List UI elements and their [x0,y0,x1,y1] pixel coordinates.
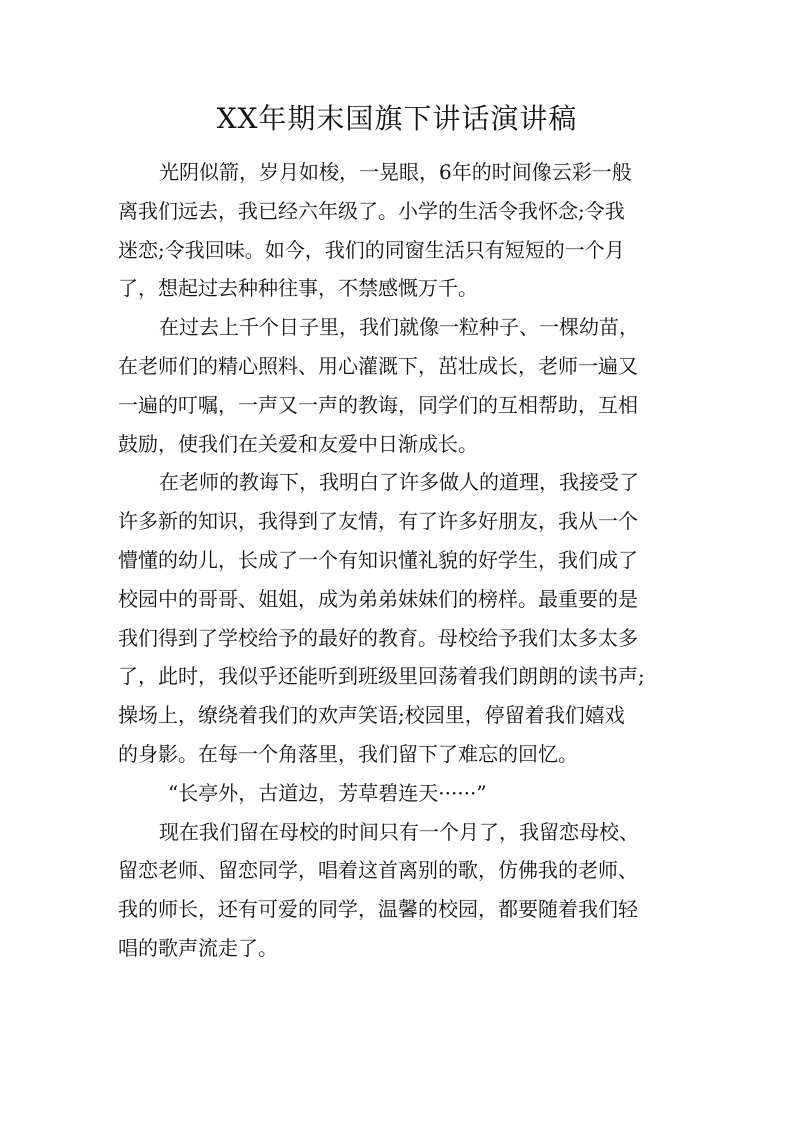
paragraph-3-line-7: 操场上，缭绕着我们的欢声笑语;校园里，停留着我们嬉戏 [118,703,625,728]
paragraph-4-line-2: 留恋老师、留恋同学，唱着这首离别的歌，仿佛我的老师、 [118,858,638,883]
paragraph-3-line-6: 了，此时，我似乎还能听到班级里回荡着我们朗朗的读书声; [118,664,645,689]
paragraph-1-line-4: 了，想起过去种种往事，不禁感慨万千。 [118,276,478,301]
paragraph-2-line-1: 在过去上千个日子里，我们就像一粒种子、一棵幼苗， [159,315,639,340]
paragraph-1-line-3: 迷恋;令我回味。如今，我们的同窗生活只有短短的一个月 [118,237,625,262]
document-title: XX年期末国旗下讲话演讲稿 [216,102,578,135]
paragraph-1-line-2: 离我们远去，我已经六年级了。小学的生活令我怀念;令我 [118,198,625,223]
paragraph-1-line-1: 光阴似箭，岁月如梭，一晃眼，6年的时间像云彩一般 [159,160,632,184]
quotation-line: “长亭外，古道边，芳草碧连天······” [168,780,487,805]
paragraph-4-line-4: 唱的歌声流走了。 [118,935,278,960]
paragraph-3-line-5: 我们得到了学校给予的最好的教育。母校给予我们太多太多 [118,625,638,650]
paragraph-3-line-2: 许多新的知识，我得到了友情，有了许多好朋友，我从一个 [118,509,638,534]
paragraph-3-line-4: 校园中的哥哥、姐姐，成为弟弟妹妹们的榜样。最重要的是 [118,586,638,611]
paragraph-2-line-3: 一遍的叮嘱，一声又一声的教诲，同学们的互相帮助，互相 [118,392,638,417]
paragraph-3-line-8: 的身影。在每一个角落里，我们留下了难忘的回忆。 [118,741,578,766]
paragraph-2-line-2: 在老师们的精心照料、用心灌溉下，茁壮成长，老师一遍又 [118,353,638,378]
paragraph-4-line-3: 我的师长，还有可爱的同学，温馨的校园，都要随着我们轻 [118,897,638,922]
paragraph-3-line-1: 在老师的教诲下，我明白了许多做人的道理，我接受了 [159,470,639,495]
document-body [118,153,688,968]
paragraph-4-line-1: 现在我们留在母校的时间只有一个月了，我留恋母校、 [159,819,639,844]
paragraph-2-line-4: 鼓励，使我们在关爱和友爱中日渐成长。 [118,431,478,456]
paragraph-3-line-3: 懵懂的幼儿，长成了一个有知识懂礼貌的好学生，我们成了 [118,547,638,572]
